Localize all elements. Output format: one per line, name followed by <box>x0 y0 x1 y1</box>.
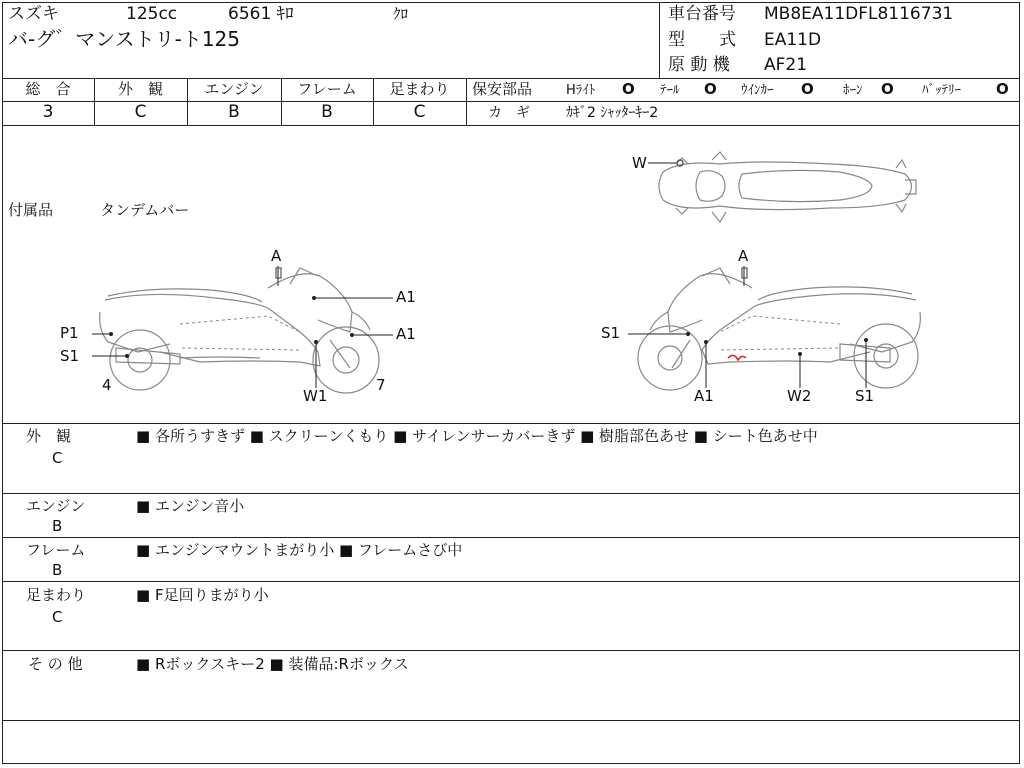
model-name: バ-グ゛マンストリ-ト125 <box>8 27 241 51</box>
remark-label-engine: エンジン <box>26 497 86 515</box>
diagram-label-left-a1-upper: A1 <box>396 288 416 306</box>
remark-text-exterior: ■ 各所うすきず ■ スクリーンくもり ■ サイレンサーカバーきず ■ 樹脂部色あせ ■ シート色あせ中 <box>136 427 818 445</box>
chassis-value: MB8EA11DFL8116731 <box>764 4 954 24</box>
grade-header-overall: 総 合 <box>25 80 71 98</box>
remark-text-suspension: ■ F足回りまがり小 <box>136 586 269 604</box>
diagram-label-right-s1-right: S1 <box>855 387 875 405</box>
safety-mark-winker: O <box>801 80 814 98</box>
safety-mark-battery: O <box>996 80 1009 98</box>
diagram-label-left-p1: P1 <box>60 324 79 342</box>
type-value: EA11D <box>764 30 822 50</box>
accessories-label: 付属品 <box>8 201 54 219</box>
grade-header-engine: エンジン <box>204 80 264 98</box>
diagram-label-left-a1-lower: A1 <box>396 325 416 343</box>
safety-mark-horn: O <box>881 80 894 98</box>
diagram-label-left-4: 4 <box>102 376 112 394</box>
remark-label-other: そ の 他 <box>28 655 83 673</box>
key-value: ｶｷﾞ2 ｼｬｯﾀｰｷｰ2 <box>566 105 659 121</box>
remark-label-suspension: 足まわり <box>26 586 87 604</box>
remark-text-engine: ■ エンジン音小 <box>136 497 245 515</box>
diagram-label-right-a: A <box>738 247 749 265</box>
diagram-label-right-a1: A1 <box>694 387 714 405</box>
safety-item-winker: ｳｲﾝｶｰ <box>741 83 774 98</box>
chassis-label: 車台番号 <box>668 4 736 24</box>
color: ｸﾛ <box>393 5 409 23</box>
displacement: 125cc <box>126 4 178 24</box>
remark-grade-suspension: C <box>52 608 63 626</box>
remark-label-frame: フレーム <box>26 541 86 559</box>
safety-mark-headlight: O <box>622 80 635 98</box>
remark-grade-frame: B <box>52 561 63 579</box>
diagram-label-left-7: 7 <box>376 376 386 394</box>
grade-value-suspension: C <box>413 102 426 122</box>
grade-value-exterior: C <box>134 102 147 122</box>
grade-value-frame: B <box>321 102 333 122</box>
diagram-label-right-w2: W2 <box>787 387 812 405</box>
diagram-label-right-s1-left: S1 <box>601 324 621 342</box>
safety-item-battery: ﾊﾞｯﾃﾘｰ <box>922 83 961 98</box>
grade-value-overall: 3 <box>42 102 54 122</box>
safety-item-horn: ﾎｰﾝ <box>843 83 863 98</box>
remark-text-other: ■ Rボックスキー2 ■ 装備品:Rボックス <box>136 655 409 673</box>
maker: スズキ <box>8 4 59 24</box>
safety-label: 保安部品 <box>472 80 533 98</box>
remark-grade-exterior: C <box>52 449 63 467</box>
remark-grade-engine: B <box>52 517 63 535</box>
safety-item-headlight: Hﾗｲﾄ <box>566 83 596 98</box>
grade-header-exterior: 外 観 <box>117 80 163 98</box>
grade-header-frame: フレーム <box>297 80 357 98</box>
diagram-label-left-w1: W1 <box>303 387 328 405</box>
engine-label: 原 動 機 <box>668 55 730 75</box>
safety-mark-tail: O <box>704 80 717 98</box>
engine-value: AF21 <box>764 55 808 75</box>
accessories-value: タンデムバー <box>100 201 190 219</box>
key-label: カ ギ <box>488 105 530 121</box>
diagram-label-left-s1: S1 <box>60 347 80 365</box>
diagram-label-left-a: A <box>271 247 282 265</box>
grade-value-engine: B <box>228 102 240 122</box>
type-label: 型 式 <box>668 30 736 50</box>
mileage: 6561 ｷﾛ <box>228 4 294 24</box>
grade-header-suspension: 足まわり <box>389 80 450 98</box>
remark-label-exterior: 外 観 <box>26 427 72 445</box>
safety-item-tail: ﾃｰﾙ <box>660 83 680 98</box>
remark-text-frame: ■ エンジンマウントまがり小 ■ フレームさび中 <box>136 541 463 559</box>
diagram-label-top-w: W <box>632 154 647 172</box>
